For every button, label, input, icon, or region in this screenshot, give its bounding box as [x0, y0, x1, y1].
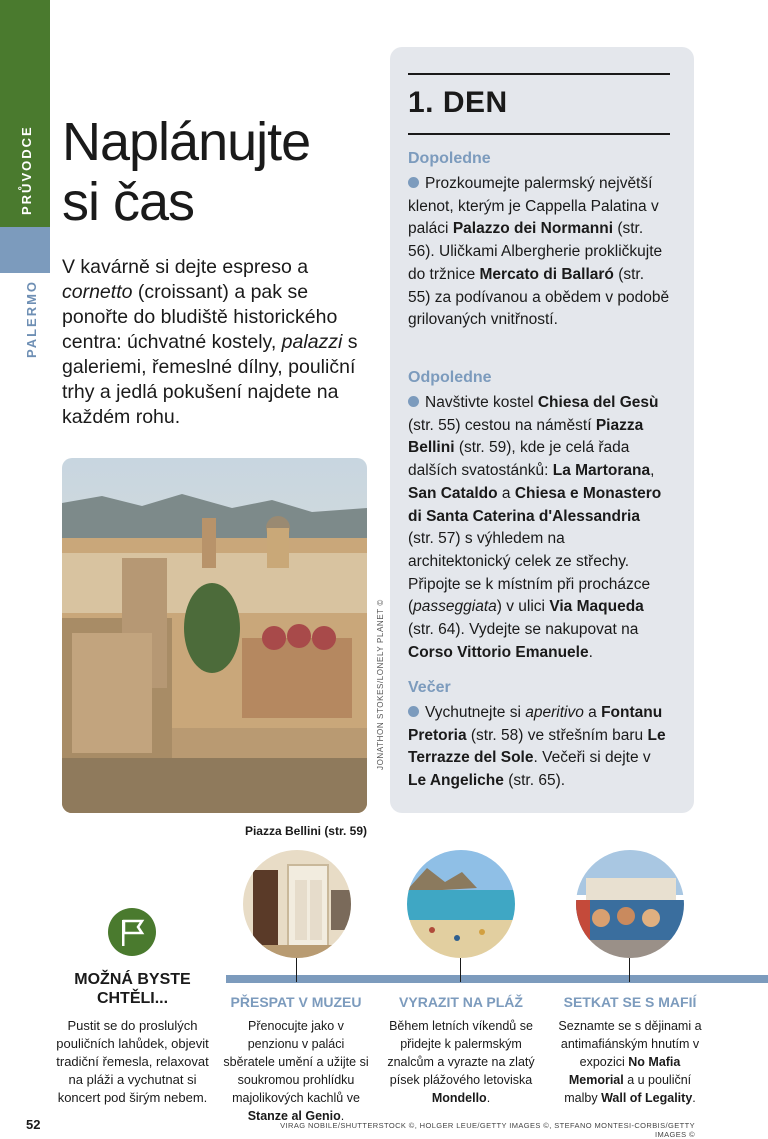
- place-name: No Mafia Memorial: [568, 1055, 681, 1087]
- piazza-bellini-photo: [62, 458, 367, 813]
- maybe-title: [55, 970, 210, 1008]
- place-name: San Cataldo: [408, 484, 498, 502]
- text-run: .: [588, 643, 593, 661]
- place-name: Mercato di Ballaró: [479, 265, 614, 283]
- maybe-text: Pustit se do proslulých pouličních lahůdek, objevit tradiční řemesla, relaxovat na pláži a vychutnat si koncert pod širým nebem.: [56, 1018, 209, 1105]
- bullet-dot: [408, 177, 419, 188]
- text-run: (str. 58) ve střešním baru: [466, 726, 648, 744]
- text-run: Přenocujte jako v penzionu v paláci sběratele umění a užijte si soukromou prohlídku majolikových kachlů ve: [223, 1019, 369, 1105]
- text-run: Během letních víkendů se přidejte k palermským znalcům a vyrazte na zlatý písek plážového letoviska: [387, 1019, 535, 1087]
- tip-title: VYRAZIT NA PLÁŽ: [399, 994, 523, 1010]
- morning-label: Dopoledne: [408, 150, 491, 167]
- tip-text: [221, 1017, 371, 1125]
- text-run: (str. 59), kde je celá řada dalších svatostánků:: [408, 439, 630, 480]
- maybe-title-line: MOŽNÁ BYSTE: [74, 971, 191, 988]
- text-run: Prozkoumejte palermský největší klenot, kterým je Cappella Palatina v paláci: [408, 175, 659, 238]
- text-run: (str. 55) za podívanou a obědem v podobě grilovaných vnitřností.: [408, 265, 670, 329]
- text-run: Seznamte se s dějinami a antimafiánským hnutím v expozici: [558, 1019, 702, 1069]
- page-title: [62, 112, 382, 232]
- text-run: ,: [650, 462, 655, 480]
- intro-text: s galeriemi, řemeslné dílny, pouliční trhy a jedlá pokušení najdete na každém rohu.: [62, 331, 358, 428]
- guide-tab-label: PRŮVODCE: [19, 125, 34, 215]
- tip-tick: [629, 958, 630, 982]
- beach-photo: [407, 850, 515, 958]
- place-name: Wall of Legality: [601, 1091, 693, 1105]
- place-name: Chiesa e Monastero di Santa Caterina d'Alessandria: [408, 484, 662, 525]
- tip-text: [386, 1017, 536, 1107]
- text-run: ) v ulici: [496, 598, 550, 616]
- emphasis: aperitivo: [525, 704, 584, 721]
- photo-credits: VIRAG NOBILE/SHUTTERSTOCK ©, HOLGER LEUE/GETTY IMAGES ©, STEFANO MONTESI-CORBIS/GETTY IMAGES ©: [280, 1121, 695, 1139]
- emphasis: passeggiata: [413, 598, 497, 616]
- text-run: (str. 64). Vydejte se nakupovat na: [408, 621, 639, 639]
- place-name: Le Angeliche: [408, 772, 504, 790]
- city-tab-label: PALERMO: [24, 279, 39, 358]
- page-number: 52: [26, 1117, 41, 1132]
- text-run: Navštivte kostel: [425, 394, 538, 411]
- day-title: 1. DEN: [408, 86, 508, 119]
- timeline-bar: [226, 975, 768, 983]
- morning-text: [408, 173, 670, 332]
- museum-photo: [243, 850, 351, 958]
- photo-credit: JONATHON STOKES/LONELY PLANET ©: [376, 599, 385, 770]
- intro-paragraph: [62, 255, 372, 430]
- place-name: La Martorana: [552, 462, 651, 480]
- mural-photo: [576, 850, 684, 958]
- place-name: Le Terrazze del Sole: [408, 726, 666, 767]
- text-run: (str. 56). Uličkami Albergherie prokličkujte do tržnice: [408, 220, 663, 283]
- text-run: .: [340, 1109, 345, 1123]
- tip-tick: [460, 958, 461, 982]
- intro-emphasis: palazzi: [281, 331, 343, 353]
- text-run: (str. 55) cestou na náměstí: [408, 416, 596, 434]
- title-line-1: Naplánujte: [62, 112, 311, 172]
- tip-tick: [296, 958, 297, 982]
- tip-title: PŘESPAT V MUZEU: [230, 994, 362, 1010]
- text-run: (str. 65).: [503, 772, 566, 790]
- panel-rule-top: [408, 73, 670, 75]
- bullet-dot: [408, 396, 419, 407]
- place-name: Stanze al Genio: [247, 1109, 341, 1123]
- place-name: Corso Vittorio Emanuele: [408, 643, 589, 661]
- panel-rule-bottom: [408, 133, 670, 135]
- flag-icon: [108, 908, 156, 956]
- title-line-2: si čas: [62, 172, 195, 232]
- photo-caption: Piazza Bellini (str. 59): [244, 824, 367, 838]
- intro-text: (croissant) a pak se ponořte do bludiště historického centra: úchvatné kostely,: [62, 281, 338, 353]
- text-run: (str. 57) s výhledem na architektonický celek ze střechy. Připojte se k místním při procházce (: [408, 530, 651, 616]
- city-tab: [0, 227, 50, 273]
- text-run: .: [486, 1091, 491, 1105]
- text-run: a: [583, 704, 602, 721]
- evening-label: Večer: [408, 679, 451, 696]
- text-run: Vychutnejte si: [425, 704, 526, 721]
- bullet-dot: [408, 706, 419, 717]
- tip-title: SETKAT SE S MAFIÍ: [563, 994, 697, 1010]
- place-name: Fontanu Pretoria: [408, 704, 663, 744]
- tip-text: [555, 1017, 705, 1107]
- text-run: .: [692, 1091, 696, 1105]
- maybe-title-line: CHTĚLI...: [96, 990, 169, 1007]
- text-run: a u pouliční malby: [564, 1073, 692, 1105]
- place-name: Piazza Bellini: [408, 416, 644, 457]
- evening-text: [408, 702, 670, 793]
- place-name: Palazzo dei Normanni: [452, 220, 614, 238]
- intro-emphasis: cornetto: [62, 281, 133, 303]
- afternoon-label: Odpoledne: [408, 369, 492, 386]
- intro-text: V kavárně si dejte espreso a: [62, 256, 309, 278]
- afternoon-text: [408, 392, 670, 664]
- place-name: Via Maqueda: [549, 598, 644, 616]
- text-run: a: [497, 484, 515, 502]
- place-name: Chiesa del Gesù: [537, 394, 659, 411]
- place-name: Mondello: [431, 1091, 487, 1105]
- text-run: . Večeři si dejte v: [533, 749, 651, 767]
